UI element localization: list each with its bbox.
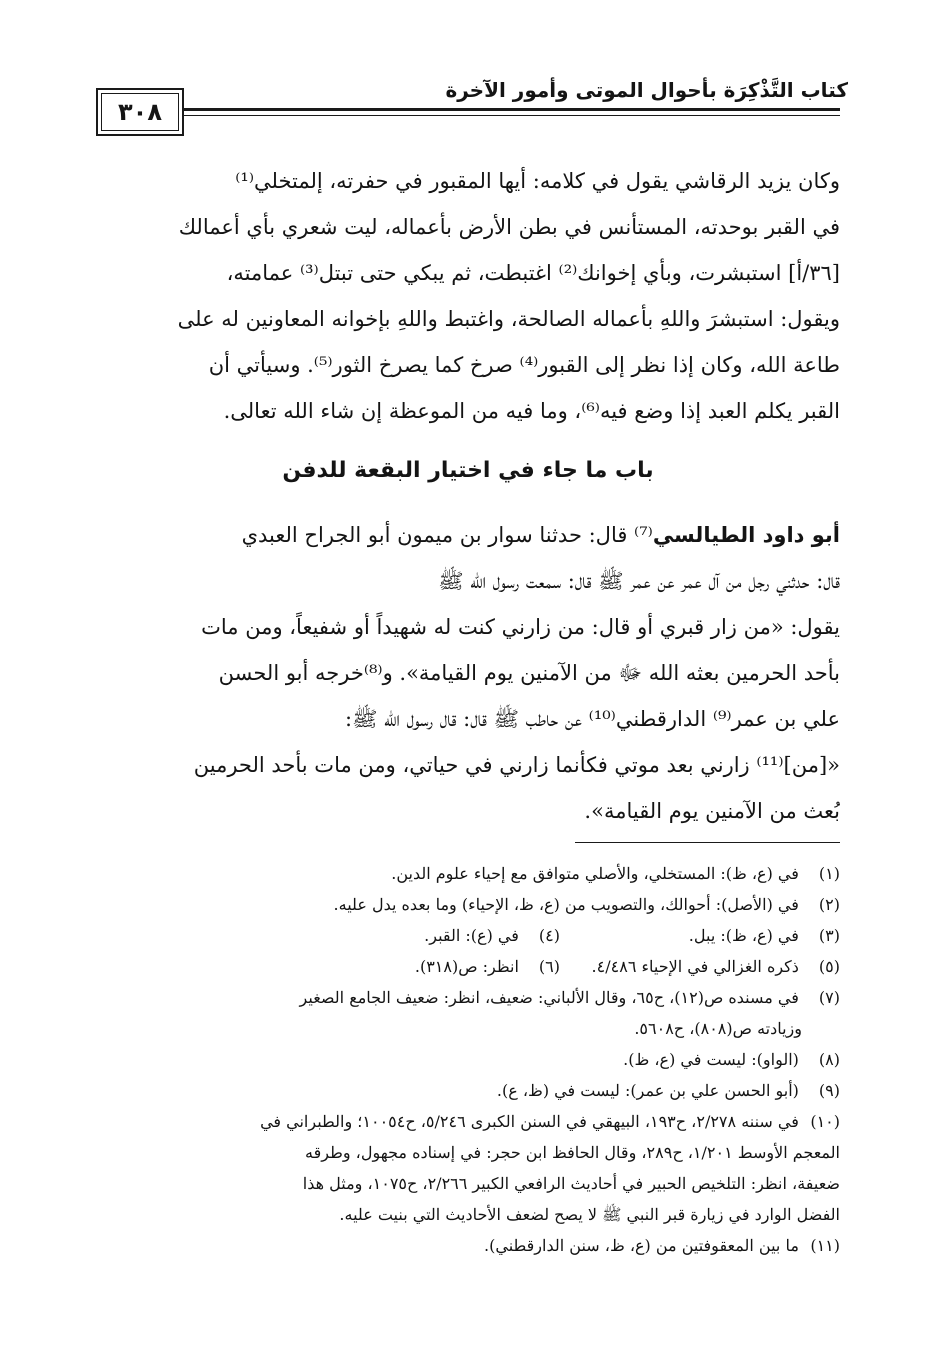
footnote-continuation: ضعيفة، انظر: التلخيص الحبير في أحاديث الرافعي الكبير ٢/٢٦٦، ح١٠٧٥، ومثل هذا [302,1174,840,1193]
footnote [560,951,840,982]
section-heading: باب ما جاء في اختيار البقعة للدفن [282,458,654,483]
footnote [96,982,840,1013]
footnote-number: (٤) [538,926,560,945]
footnote [560,920,840,951]
footnote-number: (٣) [818,926,840,945]
paragraph-1 [96,158,840,434]
text-line: «[من]⁽¹¹⁾ زارني بعد موتي فكأنما زارني في حياتي، ومن مات بأحد الحرمين [193,753,840,777]
footnote-text: في (ع): القبر. [424,926,519,945]
text-line: قال: حدثني رجل من آل عمر عن عمر ﷺ قال: سمعت رسول الله ﷺ [438,569,840,593]
header-rule-thin [96,115,840,116]
footnote-number: (١٠) [810,1112,840,1131]
footnote-text: في مسنده ص(١٢)، ح٦٥، وقال الألباني: ضعيف، انظر: ضعيف الجامع الصغير [299,988,799,1007]
text-line: طاعة الله، وكان إذا نظر إلى القبور⁽⁴⁾ صرخ كما يصرخ الثور⁽⁵⁾. وسيأتي أن [208,353,840,377]
footnote-text: ذكره الغزالي في الإحياء ٤/٤٨٦. [591,957,799,976]
text-line: [٣٦/أ] استبشرت، وبأي إخوانك⁽²⁾ اغتبطت، ثم يبكي حتى تبتل⁽³⁾ عمامته، [226,261,840,285]
page-number: ٣٠٨ [118,98,162,126]
footnote [280,951,560,982]
footnote-number: (١١) [810,1236,840,1255]
header-rule [96,108,840,111]
narrator-name: أبو داود الطيالسي [652,523,840,547]
footnotes [96,858,840,1261]
footnote-text: (أبو الحسن علي بن عمر): ليست في (ظ، ع). [496,1081,799,1100]
footnote-text: في (الأصل): أحوالك، والتصويب من (ع، ظ، الإحياء) وما بعده يدل عليه. [333,895,799,914]
text-line: بأحد الحرمين بعثه الله ﷻ من الآمنين يوم القيامة». و⁽⁸⁾خرجه أبو الحسن [218,661,840,685]
footnote-text: انظر: ص(٣١٨). [414,957,519,976]
footnote-number: (٨) [818,1050,840,1069]
footnote-text: في سننه ٢/٢٧٨، ح١٩٣، البيهقي في السنن الكبرى ٥/٢٤٦، ح١٠٠٥٤؛ والطبراني في [260,1112,799,1131]
text-line: القبر يكلم العبد إذا وضع فيه⁽⁶⁾، وما فيه من الموعظة إن شاء الله تعالى. [223,399,840,423]
footnote [96,1106,840,1137]
text-line: ويقول: استبشرَ واللهِ بأعماله الصالحة، واغتبط واللهِ بإخوانه المعاونين له على [177,307,840,331]
footnote-text: في (ع، ظ): المستخلي، والأصلي متوافق مع إحياء علوم الدين. [391,864,799,883]
footnote-continuation: وزيادته ص(٨٠٨)، ح٥٦٠٨. [634,1019,802,1038]
text-line: يقول: «من زار قبري أو قال: من زارني كنت له شهيداً أو شفيعاً، ومن مات [201,615,840,639]
footnote-number: (٦) [538,957,560,976]
text-line: علي بن عمر⁽⁹⁾ الدارقطني⁽¹⁰⁾ عن حاطب ﷺ قال: قال رسول الله ﷺ: [345,707,840,731]
footnote [96,889,840,920]
running-title: كتاب التَّذْكِرَة بأحوال الموتى وأمور الآخرة [445,78,848,102]
footnote-pair [96,920,840,951]
footnote-text: (الواو): ليست في (ع، ظ). [623,1050,799,1069]
footnote [96,1044,840,1075]
footnote [96,1230,840,1261]
footnote-continuation: الفضل الوارد في زيارة قبر النبي ﷺ لا يصح لضعف الأحاديث التي بنيت عليه. [339,1205,840,1224]
text-line: في القبر بوحدته، المستأنس في بطن الأرض بأعماله، ليت شعري بأي أعمالك [178,215,840,239]
footnote-number: (٧) [818,988,840,1007]
footnote-number: (٥) [818,957,840,976]
footnote-pair [96,951,840,982]
footnote-number: (١) [818,864,840,883]
footnote [96,858,840,889]
footnote-number: (٩) [818,1081,840,1100]
text-line: وكان يزيد الرقاشي يقول في كلامه: أيها المقبور في حفرته، إلمتخلي⁽¹⁾ [235,169,840,193]
text-line-rest: ⁽⁷⁾ قال: حدثنا سوار بن ميمون أبو الجراح العبدي [241,523,653,547]
footnote [280,920,560,951]
footnote-separator [575,842,840,843]
text-line: بُعث من الآمنين يوم القيامة». [584,799,840,823]
text-line [96,512,840,558]
footnote [96,1075,840,1106]
footnote-number: (٢) [818,895,840,914]
footnote-text: ما بين المعقوفتين من (ع، ظ، سنن الدارقطني). [484,1236,799,1255]
page-number-box [96,88,184,136]
paragraph-2 [96,512,840,834]
footnote-text: في (ع، ظ): يبل. [688,926,799,945]
footnote-continuation: المعجم الأوسط ١/٢٠١، ح٢٨٩، وقال الحافظ ابن حجر: في إسناده مجهول، وطرقه [305,1143,840,1162]
